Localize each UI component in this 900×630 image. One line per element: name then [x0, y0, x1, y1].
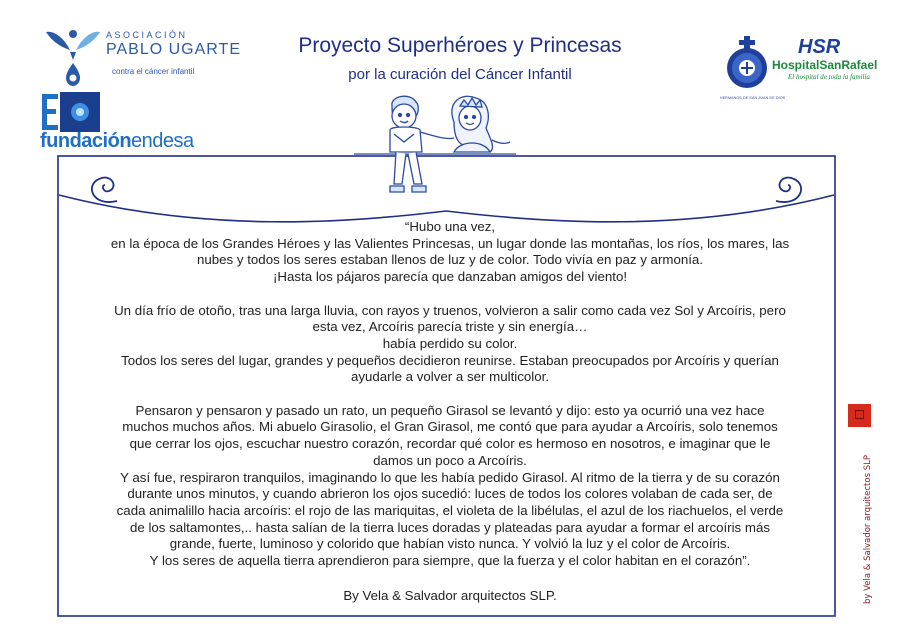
superhero-princess-illustration	[350, 92, 520, 204]
story-line: ayudarle a volver a ser multicolor.	[350, 369, 550, 385]
red-square-icon	[848, 404, 871, 427]
story-line: esta vez, Arcoíris parecía triste y sin energía…	[312, 319, 588, 335]
endesa-e-logo-icon	[42, 92, 102, 132]
asociacion-tagline: contra el cáncer infantil	[112, 67, 195, 76]
hsr-abbreviation: HSR	[798, 36, 841, 58]
story-line: de los saltamontes,.. hasta salían de la tierra luces doradas y plateadas para ayudar a formar el arcoíris más	[129, 519, 771, 535]
endesa-light-text: endesa	[131, 130, 194, 152]
hospital-tagline: El hospital de toda la familia	[788, 73, 870, 81]
hospital-name: HospitalSanRafael	[772, 58, 878, 72]
page-title: Proyecto Superhéroes y Princesas	[298, 34, 622, 57]
pablo-ugarte-label: PABLO UGARTE	[106, 41, 241, 58]
story-line: durante unos minutos, y cuando abrieron los ojos sucedió: luces de todos los colores volaban de cada ser, de	[127, 486, 773, 502]
endesa-bold-text: fundación	[40, 130, 132, 152]
story-line: había perdido su color.	[382, 335, 518, 351]
story-line: muchos muchos años. Mi abuelo Girasolio, el Gran Girasol, me contó que para ayudar a Arcoíris, solo tenemos	[122, 419, 778, 435]
hospital-order-label: HERMANOS DE SAN JUAN DE DIOS	[720, 96, 786, 100]
story-line: Y los seres de aquella tierra aprendieron para siempre, que la fuerza y el color habitan en el corazón”.	[149, 553, 751, 569]
asociacion-label: ASOCIACIÓN	[106, 30, 188, 40]
story-line: nubes y todos los seres estaban llenos de luz y de color. Todo vivía en paz y armonía.	[196, 252, 704, 268]
hospital-seal-icon	[722, 34, 772, 94]
story-line: damos un poco a Arcoíris.	[373, 452, 527, 468]
story-line: Un día frío de otoño, tras una larga lluvia, con rayos y truenos, volvieron a salir como cada vez Sol y Arcoíris, pero	[114, 302, 786, 318]
paragraph-gap	[60, 386, 840, 403]
fundacion-endesa-logo	[40, 130, 194, 153]
story-line: grande, fuerte, luminoso y colorido que habían visto nunca. Y volvió la luz y el color de Arcoíris.	[169, 536, 731, 552]
story-line: “Hubo una vez,	[404, 219, 496, 234]
left-swirl-icon	[92, 178, 117, 203]
story-text	[60, 219, 840, 570]
side-credit: by Vela & Salvador arquitectos SLP	[863, 455, 873, 604]
story-line: cada animalillo hacia arcoíris: el rojo de las mariquitas, el violeta de la libélulas, el azul de los riachuelos, el verde	[116, 502, 784, 518]
signature: By Vela & Salvador arquitectos SLP.	[343, 588, 557, 603]
story-line: Y así fue, respiraron tranquilos, imaginando lo que les había pedido Girasol. Al ritmo de la tierra y de su corazón	[120, 469, 780, 485]
right-swirl-icon	[776, 178, 801, 203]
page-subtitle: por la curación del Cáncer Infantil	[348, 66, 572, 83]
story-line: en la época de los Grandes Héroes y las Valientes Princesas, un lugar donde las montañas, los ríos, los mares, las	[110, 235, 790, 251]
story-line: Todos los seres del lugar, grandes y pequeños decidieron reunirse. Estaban preocupados por Arcoíris y querían	[121, 352, 779, 368]
story-line: que cerrar los ojos, escuchar nuestro corazón, recordar qué color es hermoso en nosotros, e imaginar que le	[129, 436, 771, 452]
winged-figure-icon	[46, 30, 100, 86]
story-line: Pensaron y pensaron y pasado un rato, un pequeño Girasol se levantó y dijo: esto ya ocurrió una vez hace	[135, 402, 765, 418]
story-line: ¡Hasta los pájaros parecía que danzaban amigos del viento!	[272, 269, 628, 285]
paragraph-gap	[60, 286, 840, 303]
